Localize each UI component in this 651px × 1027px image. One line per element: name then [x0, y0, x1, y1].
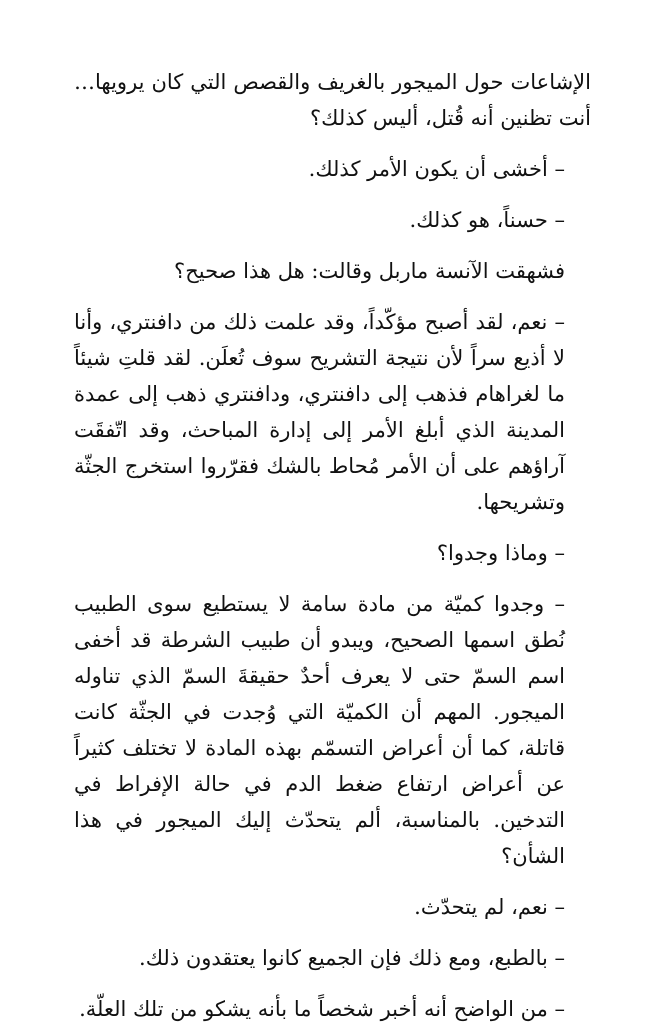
book-page	[74, 64, 591, 1027]
paragraph-1: الإشاعات حول الميجور بالغريف والقصص التي كان يرويها… أنت تظنين أنه قُتل، أليس كذلك؟	[74, 70, 591, 130]
paragraph-10: – من الواضح أنه أخبر شخصاً ما بأنه يشكو من تلك العلّة.	[79, 997, 565, 1021]
paragraph-2: – أخشى أن يكون الأمر كذلك.	[308, 157, 565, 181]
paragraph-4: فشهقت الآنسة ماربل وقالت: هل هذا صحيح؟	[174, 259, 565, 283]
paragraph-8: – نعم، لم يتحدّث.	[414, 895, 565, 919]
paragraph-3: – حسناً، هو كذلك.	[409, 208, 565, 232]
paragraph-6: – وماذا وجدوا؟	[436, 541, 565, 565]
paragraph-9: – بالطبع، ومع ذلك فإن الجميع كانوا يعتقدون ذلك.	[139, 946, 565, 970]
paragraph-7: – وجدوا كميّة من مادة سامة لا يستطيع سوى الطبيب نُطق اسمها الصحيح، ويبدو أن طبيب الشرطة قد أخفى اسم السمّ حتى لا يعرف أحدٌ حقيقةَ السمّ الذي تناوله الميجور. المهم أن الكميّة التي وُجدت في الجثّة كانت قاتلة، كما أن أعراض التسمّم بهذه المادة لا تختلف كثيراً عن أعراض ارتفاع ضغط الدم في حالة الإفراط في التدخين. بالمناسبة، ألم يتحدّث إليك الميجور في هذا الشأن؟	[74, 592, 565, 868]
paragraph-5: – نعم، لقد أصبح مؤكّداً، وقد علمت ذلك من دافنتري، وأنا لا أذيع سراً لأن نتيجة التشريح سوف تُعلَن. لقد قلتِ شيئاً ما لغراهام فذهب إلى دافنتري، ودافنتري ذهب إلى عمدة المدينة الذي أبلغ الأمر إلى إدارة المباحث، وقد اتّفقَت آراؤهم على أن الأمر مُحاط بالشك فقرّروا استخرج الجثّة وتشريحها.	[74, 310, 565, 514]
